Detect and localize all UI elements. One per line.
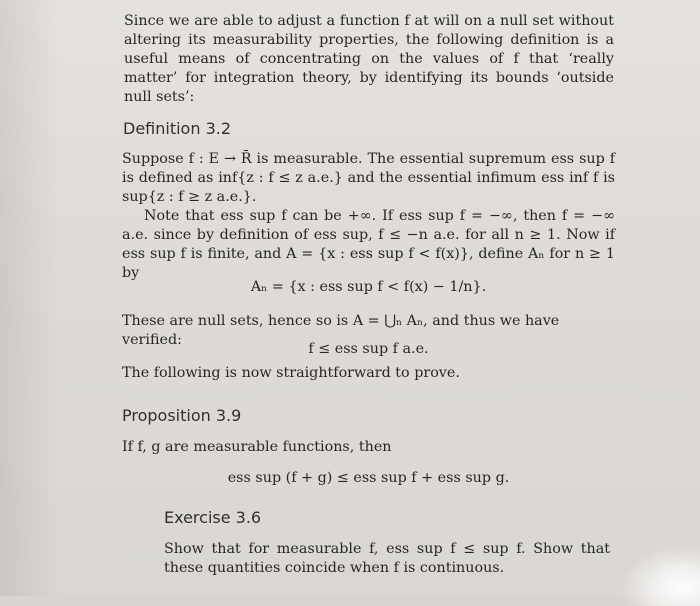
proposition-heading: Proposition 3.9 — [122, 406, 242, 425]
definition-body: Suppose f : E → R̄ is measurable. The essential supremum ess sup f is defined as inf{z : f ≤ z a.e.} and the essential infimum ess inf f is sup{z : f ≥ z a.e.}. — [122, 151, 615, 205]
definition-result: f ≤ ess sup f a.e. — [308, 341, 429, 357]
light-glare — [620, 546, 700, 606]
exercise-body: Show that for measurable f, ess sup f ≤ sup f. Show that these quantities coincide when f is continuous. — [164, 541, 610, 576]
proposition-equation: ess sup (f + g) ≤ ess sup f + ess sup g. — [227, 470, 510, 486]
definition-after-equation: These are null sets, hence so is A = ⋃ₙ Aₙ, and thus we have verified: — [122, 313, 560, 348]
page-shadow — [0, 0, 60, 596]
intro-paragraph: Since we are able to adjust a function f at will on a null set without altering its measurability properties, the following definition is a useful means of concentrating on the values of f that ‘really matter’ for integration theory, by identifying its bounds ‘outside null sets’: — [124, 13, 614, 105]
proposition-body: If f, g are measurable functions, then — [122, 439, 392, 455]
definition-note: Note that ess sup f can be +∞. If ess sup f = −∞, then f = −∞ a.e. since by definition of ess sup, f ≤ −n a.e. for all n ≥ 1. Now if ess sup f is finite, and A = {x : ess sup f < f(x)}, define Aₙ for n ≥ 1 by — [122, 208, 615, 281]
definition-equation: Aₙ = {x : ess sup f < f(x) − 1/n}. — [250, 279, 487, 295]
definition-followup: The following is now straightforward to prove. — [122, 365, 460, 381]
definition-heading: Definition 3.2 — [123, 119, 232, 138]
exercise-heading: Exercise 3.6 — [164, 508, 262, 527]
